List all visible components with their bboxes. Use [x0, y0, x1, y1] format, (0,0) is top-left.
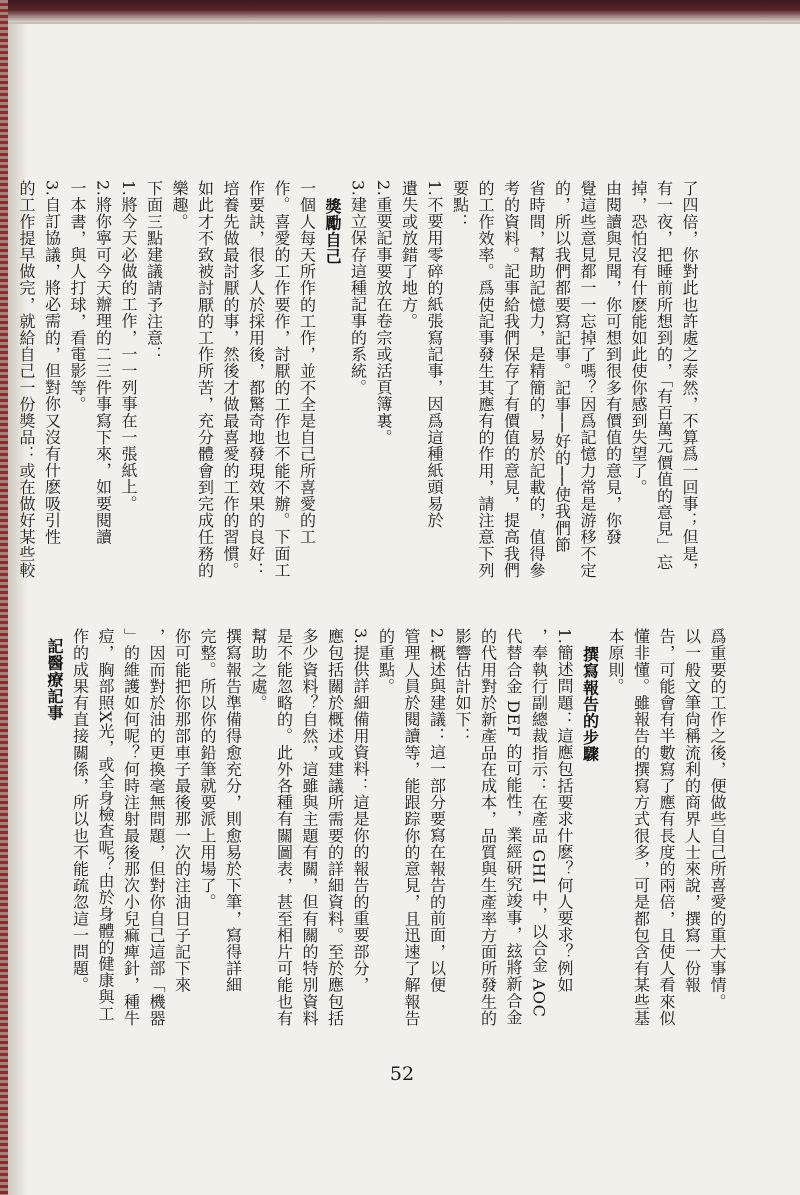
text-column: 撰寫報告準備得愈充分，則愈易於下筆，寫得詳細 — [223, 628, 243, 994]
text-column: 」的維護如何呢？何時注射最後那次小兒痲痺針，種牛 — [121, 628, 141, 1027]
upper-text-block — [17, 180, 702, 620]
text-column: ，因而對於油的更換毫無問題，但對你自己這部「機器 — [147, 628, 166, 1027]
page-top-border — [8, 22, 800, 24]
list-item: 1.不要用零碎的紙張寫記事，因爲這種紙頭易於 — [425, 180, 444, 529]
list-item: 3.建立保存這種記事的系統。 — [348, 180, 368, 396]
section-heading-report-steps: 撰寫報告的步驟 — [580, 646, 600, 763]
text-column: 樂趣。 — [170, 180, 189, 230]
text-column: 多少資料？自然，這雖與主題有關，但有關的特別資料 — [300, 628, 319, 1027]
text-column: 影響估計如下： — [453, 628, 472, 745]
text-column: 覺這些意見都一一忘掉了嗎？因爲記憶力常是游移不定 — [578, 180, 597, 579]
text-column: 告，可能會有半數寫了應有長度的兩倍，且使人看來似 — [657, 628, 676, 1027]
text-column: 一個人每天所作的工作，並不全是自己所喜愛的工 — [297, 180, 317, 546]
text-column: 作。喜愛的工作要作，討厭的工作也不能不辦。下面工 — [272, 180, 291, 579]
text-column: 的重點。 — [376, 628, 396, 695]
text-column: 的工作效率。爲使記事發生其應有的作用，請注意下列 — [476, 180, 495, 579]
section-heading-reward-yourself: 獎勵自己 — [323, 198, 342, 265]
text-column: 遺失或放錯了地方。 — [399, 180, 419, 330]
text-column: 培養先做最討厭的事，然後才做最喜愛的工作的習慣。 — [221, 180, 240, 579]
text-column: 的代用對於新產品在成本，品質與生產率方面所發生的 — [478, 628, 498, 1027]
text-column: 掉，恐怕沒有什麽能如此使你感到失望了。 — [629, 180, 648, 496]
text-column: 的工作提早做完，就給自己一份獎品：或在做好某些較 — [17, 180, 36, 579]
list-item: 3.提供詳細備用資料：這是你的報告的重要部分， — [351, 628, 370, 994]
text-column: 應包括關於概述或建議所需要的詳細資料。至於應包括 — [325, 628, 345, 1027]
list-item: 1.簡述問題：這應包括要求什麽？何人要求？例如 — [555, 628, 574, 994]
text-column: 省時間，幫助記憶力，是精簡的，易於記載的，值得參 — [527, 180, 546, 579]
spine-texture — [0, 0, 8, 1195]
text-column: 是不能忽略的。此外各種有關圖表，甚至相片可能也有 — [274, 628, 294, 1027]
text-column: 一本書，與人打球，看電影等。 — [68, 180, 87, 413]
text-column: 作要訣，很多人於採用後，都驚奇地發現效果的良好： — [246, 180, 266, 579]
list-item: 2.概述與建議：這一部分要寫在報告的前面，以便 — [427, 628, 447, 994]
text-column: 代替合金 DEF 的可能性，業經研究竣事，玆將新合金 — [504, 628, 523, 1026]
text-column: 作的成果有直接關係，所以也不能疏忽這一問題。 — [70, 628, 90, 994]
section-heading-medical-notes: 記醫療記事 — [45, 638, 64, 721]
text-column: 爲重要的工作之後，便做些自己所喜愛的重大事情。 — [708, 628, 727, 1010]
text-column: 以一般文筆尙稱流利的商界人士來說，撰寫一份報 — [682, 628, 702, 994]
text-column: 懂非懂。雖報告的撰寫方式很多，可是都包含有某些基 — [631, 628, 651, 1027]
text-column: 痘，胸部照X光，或全身檢査呢？由於身體的健康與工 — [96, 628, 115, 1022]
lower-text-block — [45, 628, 730, 1058]
text-column: 考的資料。記事給我們保存了有價值的意見，提高我們 — [501, 180, 521, 579]
list-item: 2.重要記事要放在卷宗或活頁簿裏。 — [374, 180, 393, 446]
text-column: 了四倍，你對此也許處之泰然，不算爲一回事；但是， — [680, 180, 699, 579]
text-column: ，奉執行副總裁指示：在產品 GHI 中，以合金 AOC — [529, 628, 549, 1018]
text-column: 下面三點建議請予注意： — [144, 180, 164, 363]
page-number: 52 — [389, 1063, 415, 1085]
text-column: 幫助之處。 — [249, 628, 268, 711]
text-column: 如此才不致被討厭的工作所苦，充分體會到完成任務的 — [195, 180, 215, 579]
text-column: 你可能把你那部車子最後那一次的注油日子記下來 — [172, 628, 192, 994]
text-column: 的，所以我們都要寫記事。記事──好的──使我們節 — [552, 180, 572, 553]
text-column: 由閱讀與見聞，你可想到很多有價值的意見，你發 — [603, 180, 623, 546]
list-item: 3.自訂協議，將必需的，但對你又沒有什麽吸引性 — [42, 180, 62, 546]
text-column: 本原則。 — [606, 628, 625, 695]
text-column: 完整。所以你的鉛筆就要派上用場了。 — [198, 628, 217, 911]
text-column: 有一夜，把睡前所想到的，「有百萬元價值的意見」忘 — [654, 180, 674, 571]
list-item: 2.將你寧可今天辦理的二三件事寫下來，如要閱讀 — [93, 180, 113, 546]
text-column: 要點： — [450, 180, 470, 230]
book-top-edge — [8, 0, 800, 22]
text-column: 管理人員於閱讀等，能跟踪你的意見，且迅速了解報告 — [402, 628, 421, 1027]
list-item: 1.將今天必做的工作，一一列事在一張紙上。 — [119, 180, 138, 512]
